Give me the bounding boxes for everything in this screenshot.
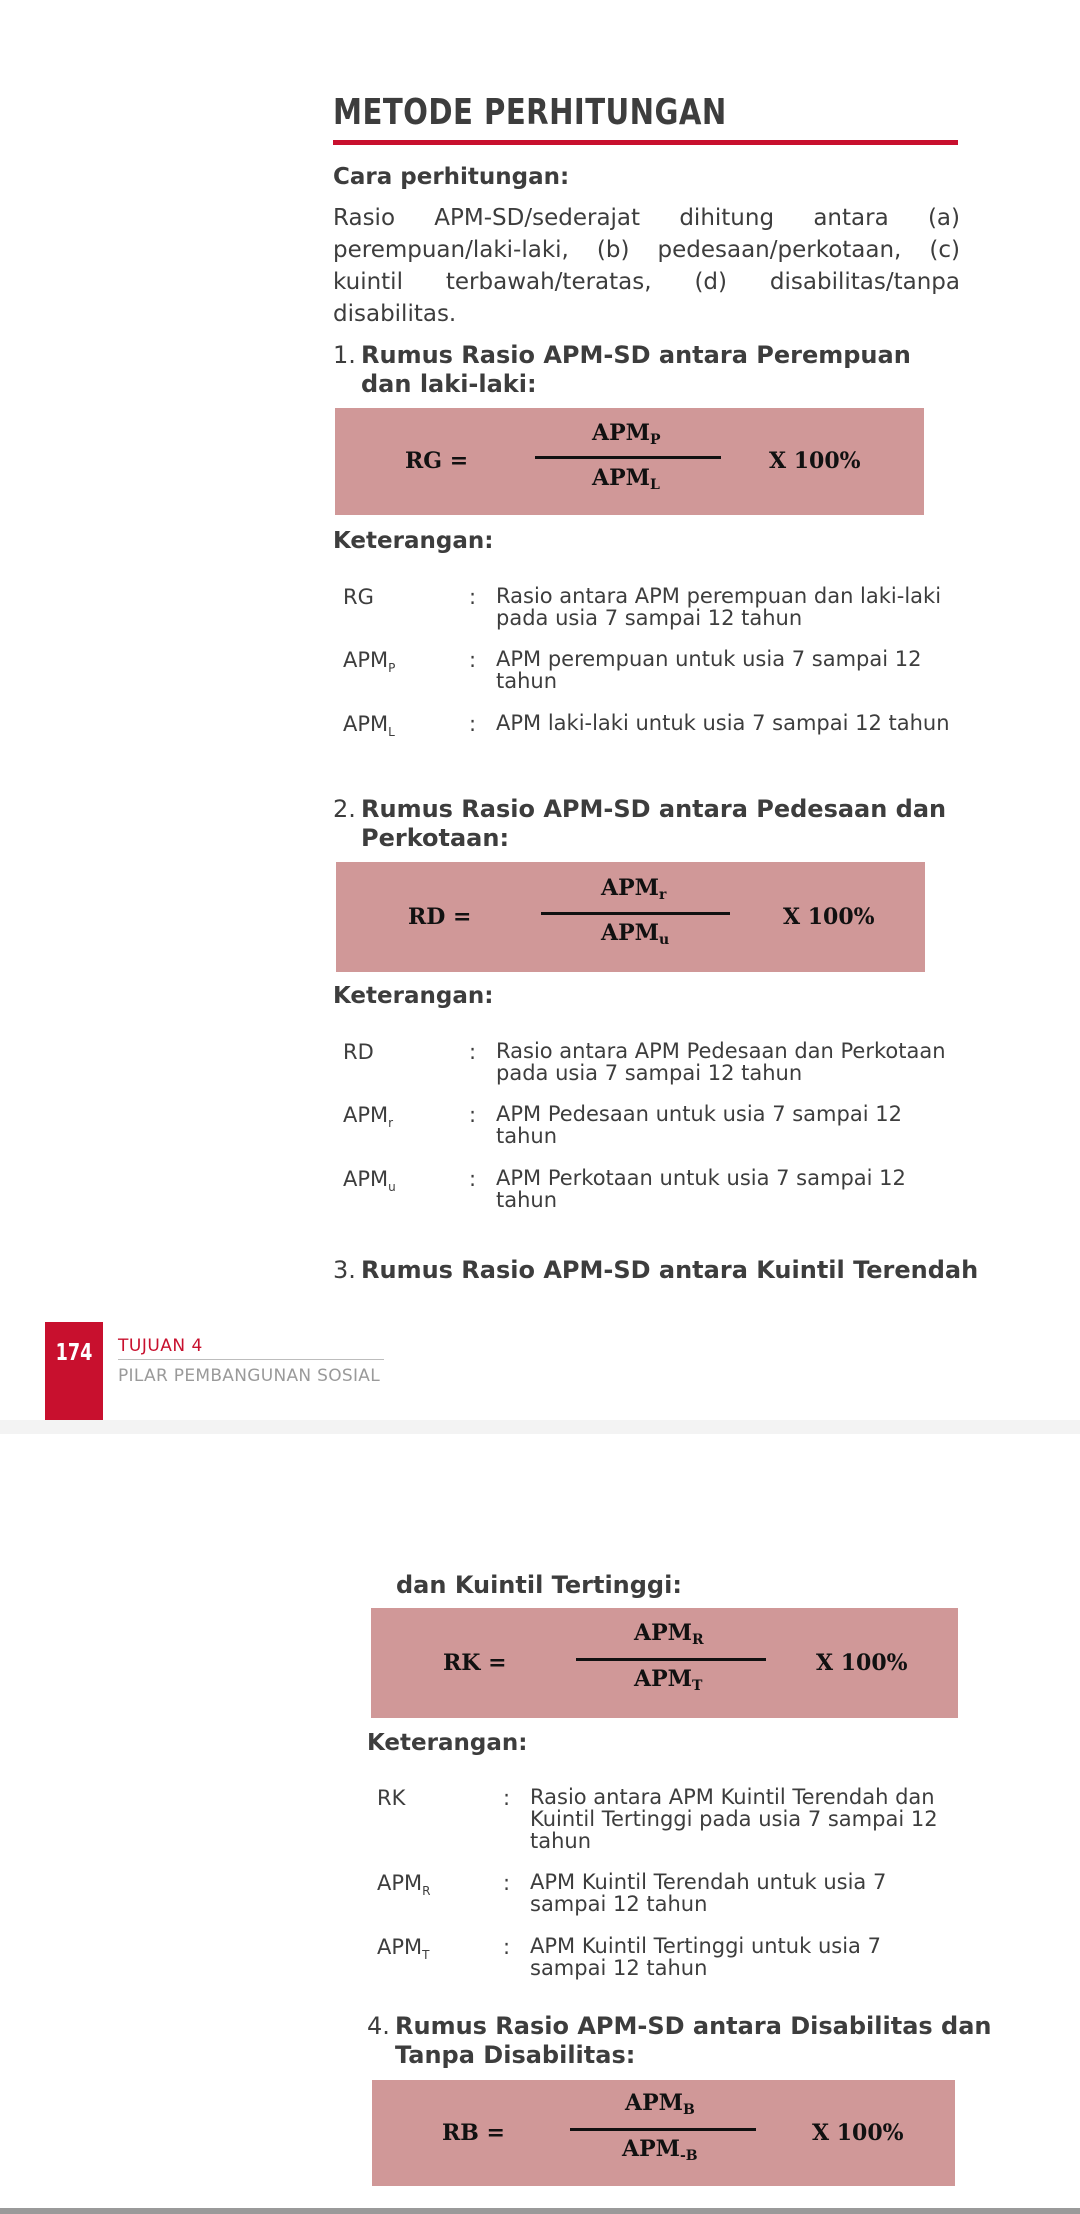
keterangan-heading: Keterangan: <box>333 528 494 554</box>
definition-row: $APM_T$ : APM Kuintil Tertinggi untuk usia 7 sampai 12 tahun <box>377 1935 1017 1995</box>
calculation-heading: Cara perhitungan: <box>333 164 570 190</box>
definition-row: RK : Rasio antara APM Kuintil Terendah dan Kuintil Tertinggi pada usia 7 sampai 12 tahun <box>377 1786 1017 1871</box>
definition-term: RK <box>377 1786 406 1810</box>
formula-heading-urban-rural <box>333 795 963 853</box>
formula-numerator: $APM_B$ <box>625 2090 695 2118</box>
definition-term: $APM_u$ <box>343 1167 396 1195</box>
definition-term: $APM_R$ <box>377 1871 431 1899</box>
formula-numerator: $APM_R$ <box>634 1620 704 1648</box>
definition-list-urban-rural <box>343 1040 983 1227</box>
definition-description: Rasio antara APM Pedesaan dan Perkotaan pada usia 7 sampai 12 tahun <box>496 1039 946 1085</box>
item-heading-text: Rumus Rasio APM-SD antara Disabilitas dan Tanpa Disabilitas: <box>395 2012 992 2069</box>
keterangan-heading: Keterangan: <box>333 983 494 1009</box>
item-number: 1. <box>333 341 356 369</box>
formula-box-rd <box>336 862 925 972</box>
formula-multiplier: X 100% <box>769 448 861 474</box>
formula-box-rk <box>371 1608 958 1718</box>
document-page-175 <box>0 1434 1080 2214</box>
formula-lhs: RG = <box>405 448 469 474</box>
formula-numerator: $APM_r$ <box>601 875 667 903</box>
formula-heading-gender <box>333 341 963 399</box>
definition-row: $APM_R$ : APM Kuintil Terendah untuk usia 7 sampai 12 tahun <box>377 1871 1017 1935</box>
formula-lhs: RD = <box>408 904 472 930</box>
definition-list-gender <box>343 585 983 772</box>
formula-box-rg <box>335 408 924 515</box>
formula-lhs: RB = <box>442 2120 505 2146</box>
definition-term: $APM_r$ <box>343 1103 394 1131</box>
page-number: 174 <box>55 1340 93 1366</box>
footer-pillar-label: PILAR PEMBANGUNAN SOSIAL <box>118 1366 381 1386</box>
definition-description: Rasio antara APM perempuan dan laki-laki pada usia 7 sampai 12 tahun <box>496 584 942 630</box>
definition-term: $APM_L$ <box>343 712 395 740</box>
item-number: 3. <box>333 1256 356 1284</box>
definition-term: RD <box>343 1040 374 1064</box>
item-heading-text: dan Kuintil Tertinggi: <box>396 1571 682 1599</box>
definition-row: $APM_P$ : APM perempuan untuk usia 7 sampai 12 tahun <box>343 648 983 712</box>
formula-denominator: $APM_u$ <box>601 920 670 948</box>
formula-multiplier: X 100% <box>812 2120 904 2146</box>
item-heading-text: Rumus Rasio APM-SD antara Pedesaan dan Perkotaan: <box>361 795 947 852</box>
definition-row: $APM_u$ : APM Perkotaan untuk usia 7 sampai 12 tahun <box>343 1167 983 1227</box>
definition-description: APM Pedesaan untuk usia 7 sampai 12 tahun <box>496 1102 902 1148</box>
definition-row: RD : Rasio antara APM Pedesaan dan Perkotaan pada usia 7 sampai 12 tahun <box>343 1040 983 1103</box>
fraction-bar <box>541 912 730 915</box>
fraction-bar <box>535 456 721 459</box>
item-heading-text: Rumus Rasio APM-SD antara Kuintil Terendah <box>361 1256 979 1284</box>
definition-list-quintile <box>377 1786 1017 1995</box>
intro-paragraph: Rasio APM-SD/sederajat dihitung antara (a) perempuan/laki-laki, (b) pedesaan/perkotaan, (c) kuintil terbawah/teratas, (d) disabilitas/tanpa disabilitas. <box>333 205 960 327</box>
definition-row: $APM_L$ : APM laki-laki untuk usia 7 sampai 12 tahun <box>343 712 983 772</box>
formula-numerator: $APM_P$ <box>592 420 661 448</box>
formula-multiplier: X 100% <box>816 1650 908 1676</box>
formula-denominator: $APM_T$ <box>634 1666 703 1694</box>
item-number: 2. <box>333 795 356 823</box>
fraction-bar <box>570 2128 756 2131</box>
formula-denominator: $APM_L$ <box>592 465 660 493</box>
viewer-bottom-edge <box>0 2208 1080 2214</box>
title-underline <box>333 140 958 145</box>
definition-row: RG : Rasio antara APM perempuan dan laki-laki pada usia 7 sampai 12 tahun <box>343 585 983 648</box>
formula-heading-quintile-cont <box>396 1571 996 1600</box>
formula-heading-quintile <box>333 1256 1013 1285</box>
definition-description: Rasio antara APM Kuintil Terendah dan Kuintil Tertinggi pada usia 7 sampai 12 tahun <box>530 1785 938 1853</box>
item-heading-text: Rumus Rasio APM-SD antara Perempuan dan laki-laki: <box>361 341 911 398</box>
definition-description: APM perempuan untuk usia 7 sampai 12 tahun <box>496 647 922 693</box>
definition-term: $APM_T$ <box>377 1935 430 1963</box>
definition-description: APM Kuintil Terendah untuk usia 7 sampai 12 tahun <box>530 1870 887 1916</box>
keterangan-heading: Keterangan: <box>367 1730 528 1756</box>
item-number: 4. <box>367 2012 390 2040</box>
formula-lhs: RK = <box>443 1650 507 1676</box>
definition-description: APM Kuintil Tertinggi untuk usia 7 sampai 12 tahun <box>530 1934 881 1980</box>
formula-denominator: $APM_{-B}$ <box>622 2136 698 2164</box>
definition-term: $APM_P$ <box>343 648 396 676</box>
formula-multiplier: X 100% <box>783 904 875 930</box>
page-number-tab <box>45 1322 103 1420</box>
definition-term: RG <box>343 585 374 609</box>
definition-row: $APM_r$ : APM Pedesaan untuk usia 7 sampai 12 tahun <box>343 1103 983 1167</box>
definition-description: APM laki-laki untuk usia 7 sampai 12 tahun <box>496 711 950 735</box>
page-gap <box>0 1420 1080 1434</box>
section-title: METODE PERHITUNGAN <box>333 92 727 133</box>
definition-description: APM Perkotaan untuk usia 7 sampai 12 tahun <box>496 1166 906 1212</box>
formula-box-rb <box>372 2080 955 2186</box>
fraction-bar <box>576 1658 766 1661</box>
formula-heading-disability <box>367 2012 1007 2070</box>
footer-divider <box>118 1359 384 1360</box>
footer-goal-label: TUJUAN 4 <box>118 1336 203 1356</box>
